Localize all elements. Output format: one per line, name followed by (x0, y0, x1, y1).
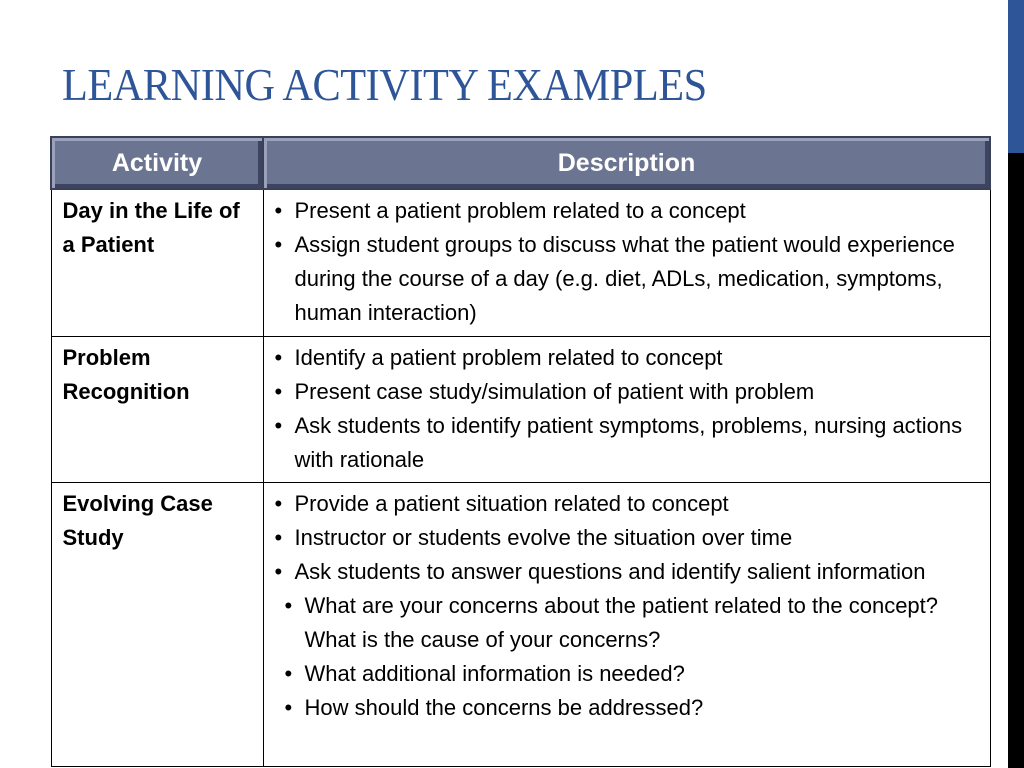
bullet-item: • Provide a patient situation related to concept (275, 487, 980, 521)
description-cell (263, 189, 990, 336)
column-header-activity: Activity (51, 137, 263, 189)
column-header-description: Description (263, 137, 990, 189)
sub-bullet-item: • What are your concerns about the patient related to the concept? What is the cause of your concerns? (285, 589, 980, 657)
table-row (51, 336, 990, 482)
bullet-item: • Ask students to answer questions and identify salient information (275, 555, 980, 589)
table-row (51, 189, 990, 336)
bullet-item: • Identify a patient problem related to concept (275, 341, 980, 375)
side-dark-bar (1008, 153, 1024, 768)
sub-bullet-item: • What additional information is needed? (285, 657, 980, 691)
activity-cell: Problem Recognition (51, 336, 263, 482)
bullet-item: • Present a patient problem related to a concept (275, 194, 980, 228)
table-row (51, 482, 990, 766)
bullet-item: • Assign student groups to discuss what the patient would experience during the course of a day (e.g. diet, ADLs, medication, symptoms, human interaction) (275, 228, 980, 330)
activity-table (50, 136, 991, 767)
description-cell (263, 336, 990, 482)
activity-cell: Day in the Life of a Patient (51, 189, 263, 336)
activity-cell: Evolving Case Study (51, 482, 263, 766)
bullet-item: • Instructor or students evolve the situation over time (275, 521, 980, 555)
table-header-row (51, 137, 990, 189)
bullet-item: • Ask students to identify patient symptoms, problems, nursing actions with rationale (275, 409, 980, 477)
slide-title: LEARNING ACTIVITY EXAMPLES (62, 59, 707, 110)
side-accent-bar (1008, 0, 1024, 153)
bullet-item: • Present case study/simulation of patient with problem (275, 375, 980, 409)
description-cell (263, 482, 990, 766)
sub-bullet-item: • How should the concerns be addressed? (285, 691, 980, 725)
